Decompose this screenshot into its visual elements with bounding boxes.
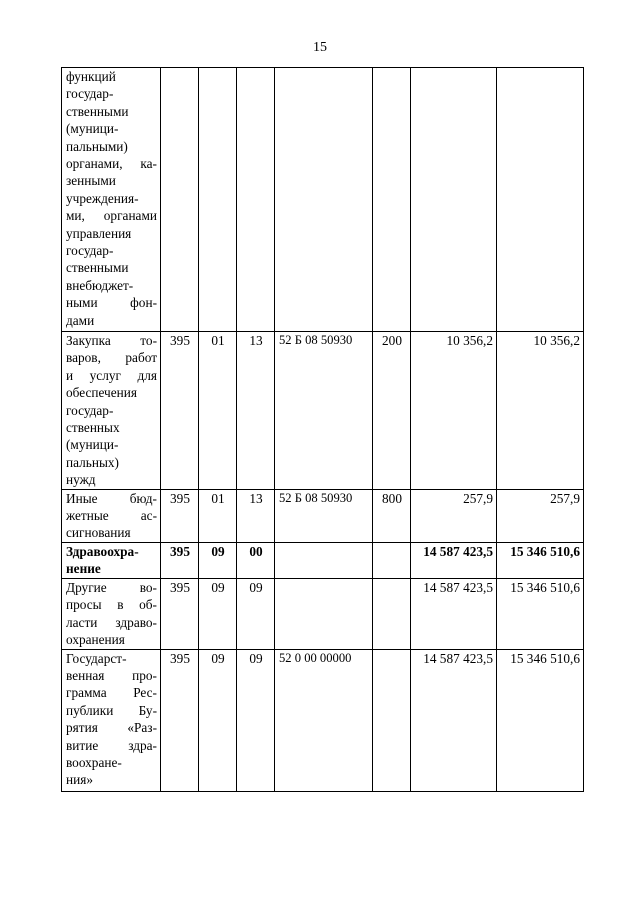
cell-name-line: ными фон-	[66, 295, 157, 311]
cell-amount-year1: 10 356,2	[411, 332, 497, 490]
cell-name-line: органами, ка-	[66, 156, 157, 172]
cell-amount-year2: 10 356,2	[497, 332, 584, 490]
cell-name-line: воохранe-	[66, 754, 122, 770]
cell-target-article	[275, 542, 373, 578]
cell-name-line: ласти здраво-	[66, 614, 157, 630]
cell-name-line: публики Бу-	[66, 702, 157, 718]
cell-name-line: Иные бюд-	[66, 490, 157, 506]
cell-name-line: управления	[66, 225, 132, 241]
table-row	[62, 542, 584, 578]
cell-name-line: ственными	[66, 260, 129, 276]
budget-table	[61, 67, 584, 792]
cell-name-line: сигнования	[66, 525, 131, 541]
cell-grbs	[161, 68, 199, 332]
cell-name-line: Государст-	[66, 650, 127, 666]
cell-name-line: охранения	[66, 632, 125, 648]
cell-target-article	[275, 578, 373, 649]
cell-name-line: грамма Рес-	[66, 685, 157, 701]
cell-subsection: 09	[237, 649, 275, 791]
cell-section: 09	[199, 578, 237, 649]
cell-name-line: учреждения-	[66, 190, 139, 206]
cell-amount-year2: 257,9	[497, 489, 584, 542]
cell-name-line: венная про-	[66, 667, 157, 683]
cell-name-line: и услуг для	[66, 367, 157, 383]
cell-subsection	[237, 68, 275, 332]
cell-target-article: 52 0 00 00000	[275, 649, 373, 791]
cell-name-line: варов, работ	[66, 350, 157, 366]
cell-subsection: 13	[237, 489, 275, 542]
table-row	[62, 578, 584, 649]
cell-subsection: 09	[237, 578, 275, 649]
cell-name-line: ственными	[66, 103, 129, 119]
table-row	[62, 649, 584, 791]
cell-name-line: пальными)	[66, 138, 128, 154]
cell-grbs: 395	[161, 578, 199, 649]
cell-name-line: просы в об-	[66, 597, 157, 613]
cell-target-article: 52 Б 08 50930	[275, 489, 373, 542]
cell-amount-year2: 15 346 510,6	[497, 578, 584, 649]
cell-amount-year1	[411, 68, 497, 332]
cell-expense-type	[373, 578, 411, 649]
cell-name-line: пальных)	[66, 454, 119, 470]
cell-name-line: (муници-	[66, 437, 119, 453]
page-number: 15	[313, 40, 327, 55]
cell-name-line: обеспечения	[66, 385, 137, 401]
cell-name-line: Здравоохра-	[66, 543, 139, 559]
cell-name-line: Другие во-	[66, 579, 157, 595]
cell-name	[62, 542, 161, 578]
cell-name-line: государ-	[66, 402, 114, 418]
cell-grbs: 395	[161, 649, 199, 791]
cell-subsection: 00	[237, 542, 275, 578]
cell-name	[62, 489, 161, 542]
cell-name-line: государ-	[66, 243, 114, 259]
table-row	[62, 489, 584, 542]
cell-target-article	[275, 68, 373, 332]
table-row	[62, 68, 584, 332]
cell-name-line: ния»	[66, 772, 93, 788]
cell-name-line: дами	[66, 312, 95, 328]
cell-name-line: функций	[66, 69, 116, 84]
cell-name-line: внебюджет-	[66, 277, 134, 293]
cell-name	[62, 578, 161, 649]
cell-section: 09	[199, 649, 237, 791]
cell-name-line: витие здра-	[66, 737, 157, 753]
cell-grbs: 395	[161, 542, 199, 578]
cell-amount-year1: 14 587 423,5	[411, 542, 497, 578]
cell-amount-year2: 15 346 510,6	[497, 649, 584, 791]
cell-name-line: нужд	[66, 472, 96, 488]
cell-section: 01	[199, 489, 237, 542]
cell-subsection: 13	[237, 332, 275, 490]
cell-name	[62, 68, 161, 332]
cell-expense-type: 800	[373, 489, 411, 542]
cell-name-line: зенными	[66, 173, 116, 189]
cell-expense-type	[373, 542, 411, 578]
cell-name	[62, 649, 161, 791]
cell-section: 09	[199, 542, 237, 578]
cell-name-line: жетные ас-	[66, 508, 157, 524]
cell-grbs: 395	[161, 332, 199, 490]
cell-name-line: нение	[66, 561, 101, 577]
cell-name-line: рятия «Раз-	[66, 720, 157, 736]
cell-grbs: 395	[161, 489, 199, 542]
cell-expense-type	[373, 68, 411, 332]
cell-expense-type	[373, 649, 411, 791]
cell-name-line: Закупка то-	[66, 333, 157, 348]
cell-expense-type: 200	[373, 332, 411, 490]
cell-name-line: ми, органами	[66, 208, 157, 224]
cell-amount-year2: 15 346 510,6	[497, 542, 584, 578]
cell-name-line: (муници-	[66, 121, 119, 137]
cell-section	[199, 68, 237, 332]
cell-name	[62, 332, 161, 490]
cell-amount-year1: 257,9	[411, 489, 497, 542]
cell-section: 01	[199, 332, 237, 490]
cell-amount-year1: 14 587 423,5	[411, 649, 497, 791]
cell-amount-year1: 14 587 423,5	[411, 578, 497, 649]
table-row	[62, 332, 584, 490]
cell-name-line: ственных	[66, 420, 120, 436]
cell-target-article: 52 Б 08 50930	[275, 332, 373, 490]
cell-name-line: государ-	[66, 86, 114, 102]
cell-amount-year2	[497, 68, 584, 332]
